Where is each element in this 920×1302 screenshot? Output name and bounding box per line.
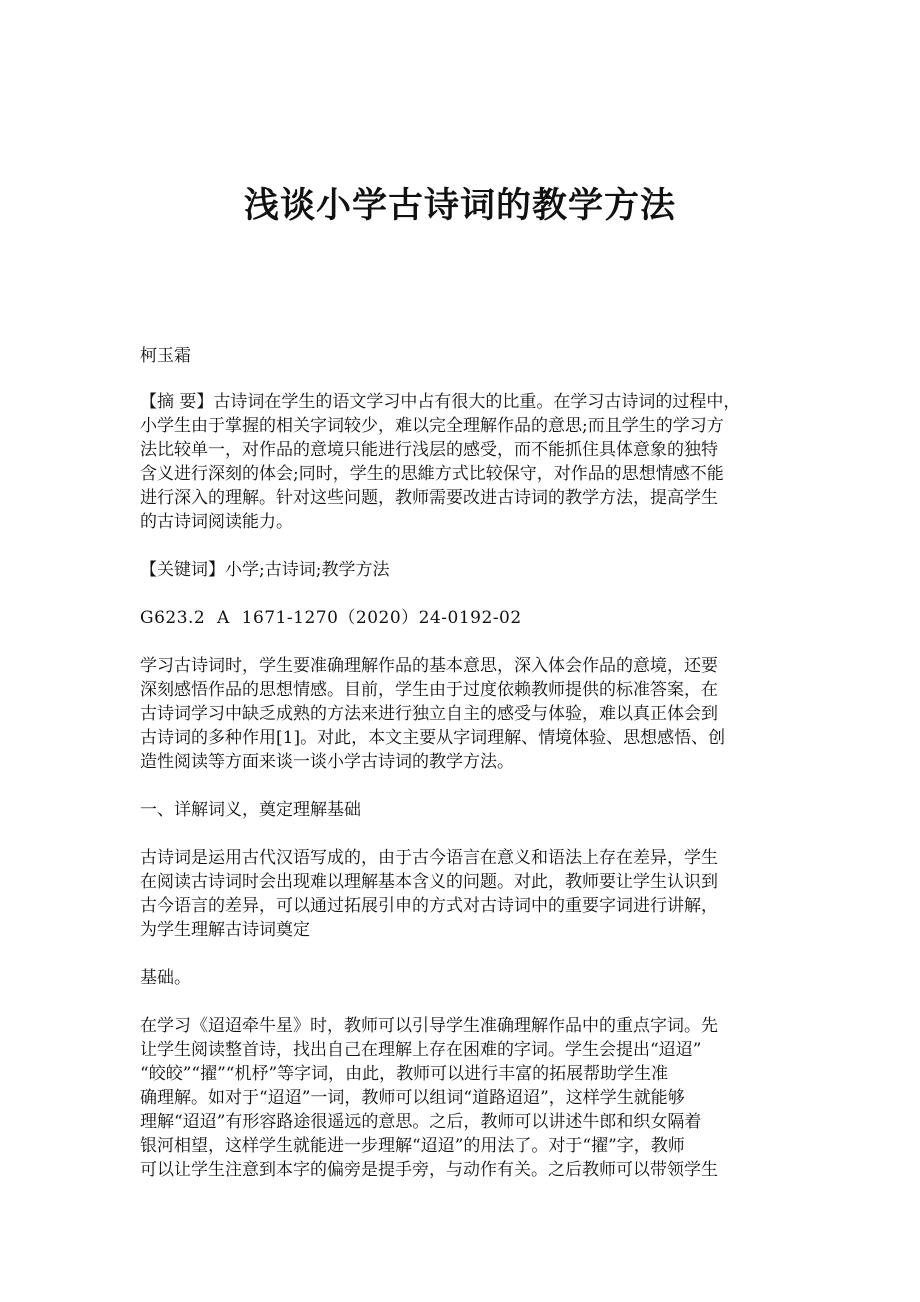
intro-paragraph (140, 654, 785, 774)
paragraph-line: 确理解。如对于“迢迢”一词，教师可以组词“道路迢迢”，这样学生就能够 (140, 1088, 685, 1108)
abstract-line: 法比较单一，对作品的意境只能进行浅层的感受，而不能抓住具体意象的独特 (140, 440, 718, 460)
article-body (140, 344, 785, 1206)
section-heading: 一、详解词义，奠定理解基础 (140, 800, 361, 820)
keywords-paragraph (140, 558, 785, 582)
intro-line: 学习古诗词时，学生要准确理解作品的基本意思，深入体会作品的意境，还要 (140, 656, 718, 676)
paragraph-line: 古诗词是运用古代汉语写成的，由于古今语言在意义和语法上存在差异，学生 (140, 848, 718, 868)
section1-paragraph-2: 基础。 (140, 968, 191, 988)
paragraph-line: “皎皎”“擢”“机杼”等字词，由此，教师可以进行丰富的拓展帮助学生准 (140, 1064, 669, 1084)
section1-paragraph-3 (140, 1014, 785, 1182)
abstract-line: 进行深入的理解。针对这些问题，教师需要改进古诗词的教学方法，提高学生 (140, 488, 718, 508)
abstract-line: 的古诗词阅读能力。 (140, 512, 293, 532)
section1-paragraph-1 (140, 846, 785, 942)
paragraph-line: 银河相望，这样学生就能进一步理解“迢迢”的用法了。对于“擢”字，教师 (140, 1136, 685, 1156)
paragraph-line: 古今语言的差异，可以通过拓展引申的方式对古诗词中的重要字词进行讲解， (140, 896, 718, 916)
article-title: 浅谈小学古诗词的教学方法 (243, 185, 676, 226)
abstract-line: 含义进行深刻的体会;同时，学生的思維方式比较保守，对作品的思想情感不能 (140, 464, 724, 484)
abstract-paragraph (140, 390, 785, 534)
paragraph-line: 理解“迢迢”有形容路途很遥远的意思。之后，教师可以讲述牛郎和织女隔着 (140, 1112, 702, 1132)
author-name: 柯玉霜 (140, 346, 191, 366)
intro-line: 古诗词的多种作用[1]。对此，本文主要从字词理解、情境体验、思想感悟、创 (140, 728, 726, 748)
abstract-line: 古诗词在学生的语文学习中占有很大的比重。在学习古诗词的过程中， (213, 392, 741, 412)
paragraph-line: 在阅读古诗词时会出现难以理解基本含义的问题。对此，教师要让学生认识到 (140, 872, 718, 892)
intro-line: 造性阅读等方面来谈一谈小学古诗词的教学方法。 (140, 752, 514, 772)
paragraph-line: 可以让学生注意到本字的偏旁是提手旁，与动作有关。之后教师可以带领学生 (140, 1160, 718, 1180)
abstract-line: 小学生由于掌握的相关字词较少，难以完全理解作品的意思;而且学生的学习方 (140, 416, 724, 436)
classification-code: G623.2 A 1671-1270（2020）24-0192-02 (140, 608, 522, 628)
intro-line: 深刻感悟作品的思想情感。目前，学生由于过度依赖教师提供的标准答案，在 (140, 680, 718, 700)
intro-line: 古诗词学习中缺乏成熟的方法来进行独立自主的感受与体验，难以真正体会到 (140, 704, 718, 724)
keywords-label: 【关键词】 (140, 560, 225, 580)
abstract-label: 【摘 要】 (140, 392, 214, 412)
paragraph-line: 让学生阅读整首诗，找出自己在理解上存在困难的字词。学生会提出“迢迢” (140, 1040, 702, 1060)
paragraph-line: 在学习《迢迢牵牛星》时，教师可以引导学生准确理解作品中的重点字词。先 (140, 1016, 718, 1036)
paragraph-line: 为学生理解古诗词奠定 (140, 920, 310, 940)
keywords-text: 小学;古诗词;教学方法 (225, 560, 390, 580)
